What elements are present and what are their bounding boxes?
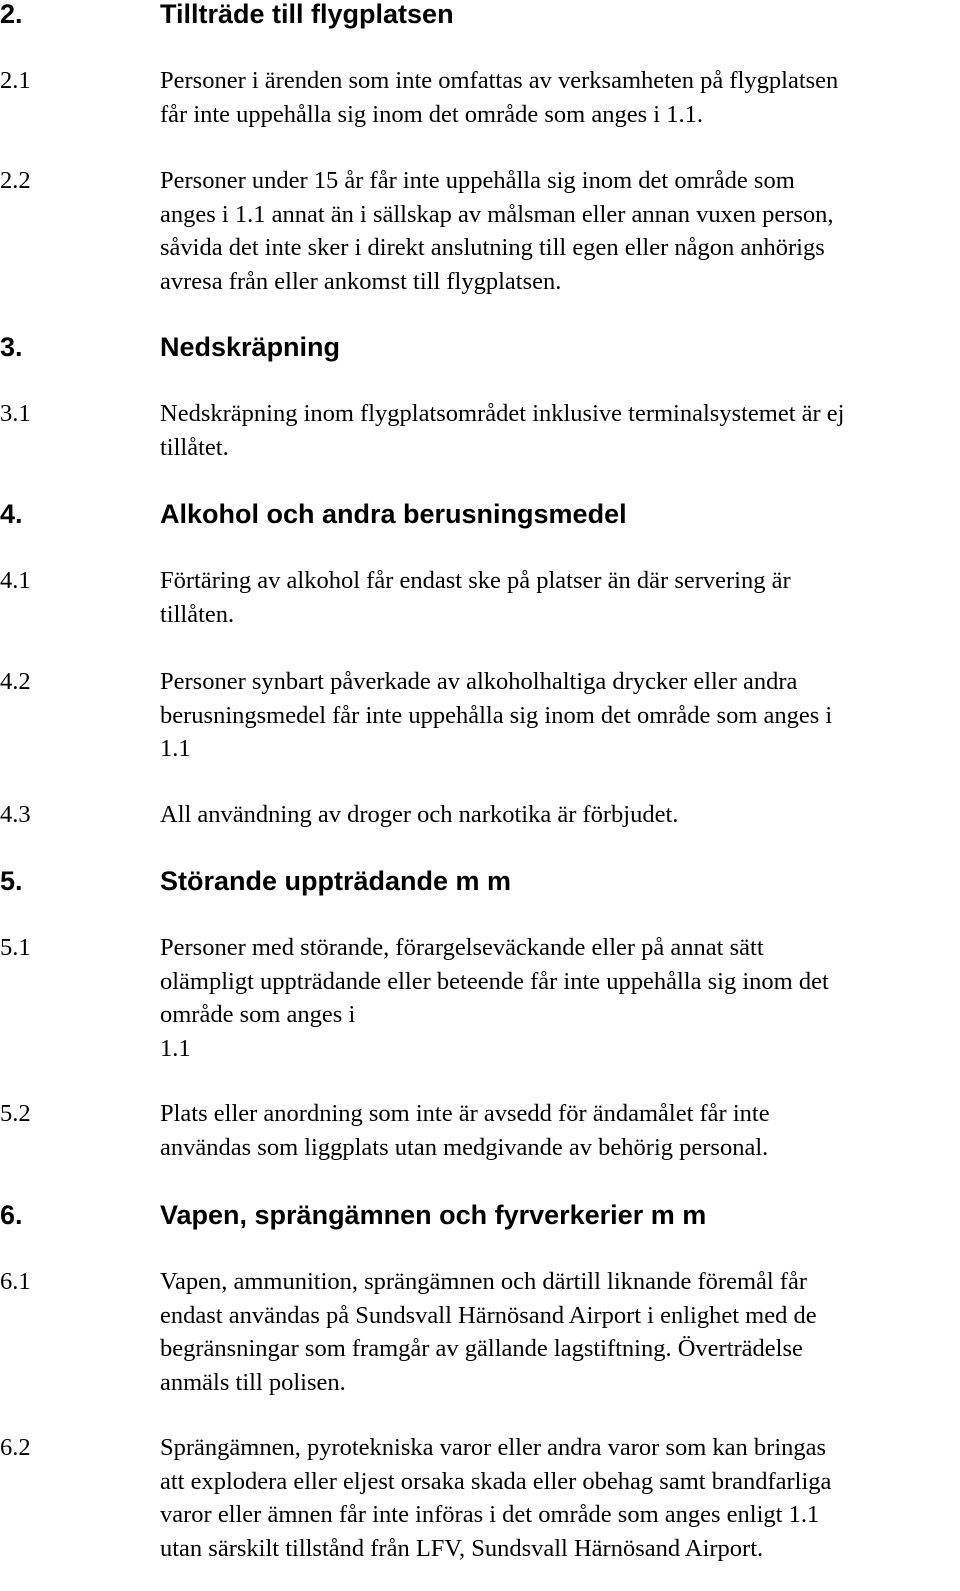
rule-line: användas som liggplats utan medgivande av behörig personal. (160, 1133, 769, 1161)
rule-line: utan särskilt tillstånd från LFV, Sundsvall Härnösand Airport. (160, 1534, 764, 1562)
rule-line: Nedskräpning inom flygplatsområdet inklusive terminalsystemet är ej (160, 400, 845, 427)
section-title: Tillträde till flygplatsen (160, 0, 454, 29)
rule-line: berusningsmedel får inte uppehålla sig inom det område som anges i (160, 701, 833, 729)
rule-number: 2.1 (0, 67, 31, 94)
section-number: 5. (0, 866, 23, 896)
rule-line: Personer synbart påverkade av alkoholhaltiga drycker eller andra (160, 668, 798, 695)
rule-number: 5.2 (0, 1100, 31, 1127)
rule-text (160, 397, 950, 464)
rule-text (160, 64, 950, 131)
rule-number: 6.2 (0, 1434, 31, 1461)
rule-text (160, 1265, 950, 1399)
rule-line: Personer under 15 år får inte uppehålla sig inom det område som (160, 167, 795, 194)
section-number: 6. (0, 1200, 23, 1230)
rule-line: Sprängämnen, pyrotekniska varor eller andra varor som kan bringas (160, 1434, 827, 1461)
rule-line: Förtäring av alkohol får endast ske på platser än där servering är (160, 567, 791, 594)
rule-line: Personer i ärenden som inte omfattas av verksamheten på flygplatsen (160, 67, 839, 94)
rule-number: 2.2 (0, 167, 31, 194)
rule-number: 4.1 (0, 567, 31, 594)
rule-line: tillåten. (160, 600, 235, 628)
rule-line: begränsningar som framgår av gällande lagstiftning. Överträdelse (160, 1335, 803, 1362)
section-title: Vapen, sprängämnen och fyrverkerier m m (160, 1200, 707, 1230)
rule-line: Vapen, ammunition, sprängämnen och därtill liknande föremål får (160, 1268, 808, 1295)
rule-text (160, 564, 950, 631)
rule-number: 6.1 (0, 1268, 31, 1295)
rule-line: område som anges i (160, 1001, 356, 1028)
rule-line: endast användas på Sundsvall Härnösand Airport i enlighet med de (160, 1301, 817, 1329)
rule-text (160, 665, 950, 766)
section-title: Störande uppträdande m m (160, 866, 512, 896)
rule-line: anmäls till polisen. (160, 1368, 346, 1396)
rule-text (160, 931, 950, 1065)
rule-text (160, 164, 950, 298)
rule-line: att explodera eller eljest orsaka skada eller obehag samt brandfarliga (160, 1467, 832, 1495)
rule-line: Plats eller anordning som inte är avsedd för ändamålet får inte (160, 1100, 770, 1127)
rule-line: All användning av droger och narkotika är förbjudet. (160, 801, 679, 828)
rule-text (160, 1097, 950, 1164)
section-title: Alkohol och andra berusningsmedel (160, 499, 627, 529)
rule-text (160, 798, 950, 832)
section-number: 2. (0, 0, 23, 29)
rule-line: får inte uppehålla sig inom det område som anges i 1.1. (160, 100, 703, 128)
rule-line: tillåtet. (160, 433, 229, 461)
rule-number: 3.1 (0, 400, 31, 427)
rule-line: såvida det inte sker i direkt anslutning till egen eller någon anhörigs (160, 234, 825, 261)
section-number: 3. (0, 332, 23, 362)
rule-number: 4.3 (0, 801, 31, 828)
rule-line: varor eller ämnen får inte införas i det område som anges enligt 1.1 (160, 1501, 820, 1528)
rule-text (160, 1431, 950, 1565)
rule-line: Personer med störande, förargelseväckande eller på annat sätt (160, 934, 764, 961)
section-number: 4. (0, 499, 23, 529)
rule-line: 1.1 (160, 735, 191, 762)
rule-line: 1.1 (160, 1034, 191, 1062)
rule-number: 4.2 (0, 668, 31, 695)
rule-number: 5.1 (0, 934, 31, 961)
rule-line: avresa från eller ankomst till flygplatsen. (160, 267, 562, 295)
rule-line: anges i 1.1 annat än i sällskap av målsman eller annan vuxen person, (160, 200, 834, 228)
rule-line: olämpligt uppträdande eller beteende får inte uppehålla sig inom det (160, 967, 829, 995)
section-title: Nedskräpning (160, 332, 341, 362)
